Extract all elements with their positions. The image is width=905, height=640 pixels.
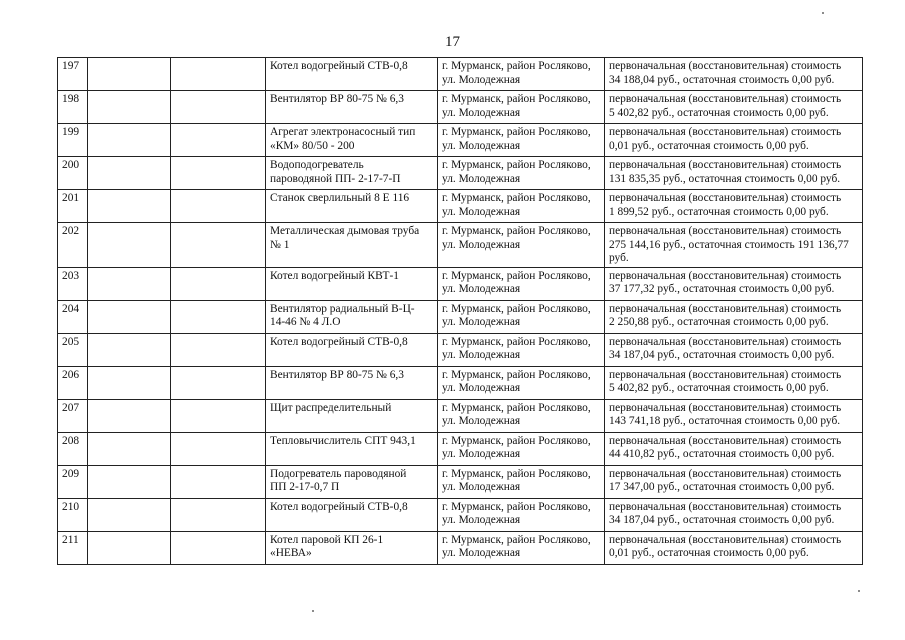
item-name-line: Вентилятор ВР 80-75 № 6,3 — [270, 368, 404, 381]
cost-line: первоначальная (восстановительная) стоимость — [609, 225, 842, 237]
address-line: г. Мурманск, район Росляково, — [442, 159, 591, 171]
row-number: 210 — [62, 500, 80, 513]
cost-line: первоначальная (восстановительная) стоимость — [609, 192, 842, 204]
address-line: ул. Молодежная — [442, 238, 521, 251]
address-cell — [438, 190, 605, 223]
address-line: г. Мурманск, район Росляково, — [442, 500, 591, 513]
row-number-cell — [58, 531, 88, 564]
address-line: г. Мурманск, район Росляково, — [442, 60, 591, 72]
empty-cell — [88, 300, 171, 333]
cost-line: 34 187,04 руб., остаточная стоимость 0,00 руб. — [609, 349, 835, 361]
address-line: г. Мурманск, район Росляково, — [442, 434, 591, 447]
empty-cell — [88, 465, 171, 498]
cost-cell — [605, 366, 863, 399]
address-cell — [438, 300, 605, 333]
row-number: 203 — [62, 269, 80, 282]
cost-line: 37 177,32 руб., остаточная стоимость 0,00 руб. — [609, 283, 835, 295]
address-cell — [438, 223, 605, 268]
row-number: 208 — [62, 434, 80, 447]
row-number: 207 — [62, 401, 80, 414]
empty-cell — [171, 432, 266, 465]
empty-cell — [88, 399, 171, 432]
address-cell — [438, 333, 605, 366]
table-row — [58, 58, 863, 91]
item-name-line: Станок сверлильный 8 Е 116 — [270, 192, 410, 204]
scan-speck — [858, 590, 860, 592]
cost-line: 275 144,16 руб., остаточная стоимость 191 136,77 — [609, 238, 849, 251]
table-row — [58, 531, 863, 564]
address-line: г. Мурманск, район Росляково, — [442, 93, 591, 105]
row-number-cell — [58, 300, 88, 333]
address-line: ул. Молодежная — [442, 106, 521, 119]
item-name-line: «НЕВА» — [270, 547, 312, 559]
row-number: 204 — [62, 302, 80, 315]
address-line: г. Мурманск, район Росляково, — [442, 335, 591, 348]
row-number-cell — [58, 91, 88, 124]
cost-line: первоначальная (восстановительная) стоимость — [609, 93, 842, 105]
item-name-cell — [266, 432, 438, 465]
empty-cell — [88, 190, 171, 223]
cost-cell — [605, 333, 863, 366]
table-row — [58, 157, 863, 190]
address-line: г. Мурманск, район Росляково, — [442, 302, 591, 315]
item-name-line: Подогреватель пароводяной — [270, 467, 407, 480]
address-line: г. Мурманск, район Росляково, — [442, 126, 591, 138]
scan-speck — [312, 610, 314, 612]
table-body — [58, 58, 863, 565]
empty-cell — [88, 124, 171, 157]
property-table — [57, 57, 863, 565]
item-name-line: Котел водогрейный СТВ-0,8 — [270, 335, 408, 348]
address-line: г. Мурманск, район Росляково, — [442, 192, 591, 204]
scan-speck — [822, 12, 824, 14]
cost-line: 0,01 руб., остаточная стоимость 0,00 руб. — [609, 139, 809, 152]
empty-cell — [171, 267, 266, 300]
row-number-cell — [58, 58, 88, 91]
row-number-cell — [58, 333, 88, 366]
address-line: г. Мурманск, район Росляково, — [442, 401, 591, 414]
row-number: 209 — [62, 467, 80, 480]
cost-cell — [605, 223, 863, 268]
empty-cell — [171, 157, 266, 190]
cost-line: первоначальная (восстановительная) стоимость — [609, 269, 842, 282]
cost-cell — [605, 267, 863, 300]
empty-cell — [88, 157, 171, 190]
item-name-line: «КМ» 80/50 - 200 — [270, 139, 355, 152]
address-cell — [438, 498, 605, 531]
cost-cell — [605, 300, 863, 333]
item-name-line: Агрегат электронасосный тип — [270, 126, 416, 138]
empty-cell — [171, 223, 266, 268]
row-number: 201 — [62, 192, 80, 204]
item-name-line: Щит распределительный — [270, 401, 392, 414]
item-name-cell — [266, 58, 438, 91]
empty-cell — [88, 223, 171, 268]
cost-line: 5 402,82 руб., остаточная стоимость 0,00 руб. — [609, 106, 829, 119]
item-name-line: Металлическая дымовая труба — [270, 225, 420, 237]
item-name-cell — [266, 267, 438, 300]
cost-line: 131 835,35 руб., остаточная стоимость 0,00 руб. — [609, 172, 841, 185]
cost-cell — [605, 58, 863, 91]
cost-line: руб. — [609, 252, 629, 264]
table-row — [58, 300, 863, 333]
empty-cell — [88, 267, 171, 300]
empty-cell — [171, 399, 266, 432]
cost-line: первоначальная (восстановительная) стоимость — [609, 60, 842, 72]
address-line: ул. Молодежная — [442, 139, 521, 152]
item-name-line: Тепловычислитель СПТ 943,1 — [270, 434, 416, 447]
cost-cell — [605, 190, 863, 223]
address-line: ул. Молодежная — [442, 205, 521, 218]
empty-cell — [88, 432, 171, 465]
address-line: ул. Молодежная — [442, 73, 521, 86]
address-cell — [438, 366, 605, 399]
item-name-cell — [266, 531, 438, 564]
item-name-line: ПП 2-17-0,7 П — [270, 481, 340, 493]
row-number-cell — [58, 498, 88, 531]
cost-line: первоначальная (восстановительная) стоимость — [609, 302, 842, 315]
item-name-cell — [266, 91, 438, 124]
address-cell — [438, 465, 605, 498]
item-name-line: 14-46 № 4 Л.О — [270, 316, 341, 328]
address-line: ул. Молодежная — [442, 415, 521, 427]
row-number-cell — [58, 465, 88, 498]
address-line: г. Мурманск, район Росляково, — [442, 368, 591, 381]
row-number: 198 — [62, 93, 80, 105]
cost-cell — [605, 432, 863, 465]
cost-line: первоначальная (восстановительная) стоимость — [609, 126, 842, 138]
address-line: ул. Молодежная — [442, 448, 521, 460]
table-row — [58, 465, 863, 498]
empty-cell — [171, 124, 266, 157]
table-row — [58, 190, 863, 223]
empty-cell — [171, 190, 266, 223]
address-cell — [438, 432, 605, 465]
cost-line: 5 402,82 руб., остаточная стоимость 0,00 руб. — [609, 382, 829, 394]
item-name-line: Вентилятор радиальный В-Ц- — [270, 302, 415, 315]
item-name-cell — [266, 124, 438, 157]
page-number: 17 — [445, 34, 460, 50]
cost-line: первоначальная (восстановительная) стоимость — [609, 335, 842, 348]
empty-cell — [171, 465, 266, 498]
empty-cell — [88, 498, 171, 531]
address-line: ул. Молодежная — [442, 283, 521, 295]
address-cell — [438, 399, 605, 432]
row-number-cell — [58, 366, 88, 399]
address-line: г. Мурманск, район Росляково, — [442, 467, 591, 480]
empty-cell — [88, 91, 171, 124]
cost-line: первоначальная (восстановительная) стоимость — [609, 434, 842, 447]
address-cell — [438, 157, 605, 190]
address-cell — [438, 267, 605, 300]
table-row — [58, 498, 863, 531]
empty-cell — [88, 58, 171, 91]
empty-cell — [171, 498, 266, 531]
item-name-line: Котел водогрейный КВТ-1 — [270, 269, 400, 282]
empty-cell — [171, 366, 266, 399]
cost-line: 143 741,18 руб., остаточная стоимость 0,00 руб. — [609, 415, 841, 427]
row-number-cell — [58, 190, 88, 223]
address-line: ул. Молодежная — [442, 172, 521, 185]
item-name-cell — [266, 190, 438, 223]
item-name-cell — [266, 333, 438, 366]
cost-line: 0,01 руб., остаточная стоимость 0,00 руб. — [609, 547, 809, 559]
row-number-cell — [58, 124, 88, 157]
cost-line: первоначальная (восстановительная) стоимость — [609, 368, 842, 381]
cost-line: 17 347,00 руб., остаточная стоимость 0,00 руб. — [609, 481, 835, 493]
item-name-line: № 1 — [270, 238, 290, 251]
row-number: 197 — [62, 60, 80, 72]
address-line: ул. Молодежная — [442, 514, 521, 526]
address-line: ул. Молодежная — [442, 316, 521, 328]
table-row — [58, 124, 863, 157]
row-number: 206 — [62, 368, 80, 381]
item-name-cell — [266, 465, 438, 498]
item-name-line: Котел водогрейный СТВ-0,8 — [270, 500, 408, 513]
row-number: 200 — [62, 159, 80, 171]
table-row — [58, 366, 863, 399]
row-number-cell — [58, 157, 88, 190]
item-name-cell — [266, 157, 438, 190]
table-row — [58, 399, 863, 432]
cost-cell — [605, 465, 863, 498]
cost-line: первоначальная (восстановительная) стоимость — [609, 467, 842, 480]
empty-cell — [171, 333, 266, 366]
table-row — [58, 267, 863, 300]
address-line: ул. Молодежная — [442, 547, 521, 559]
cost-cell — [605, 124, 863, 157]
address-line: ул. Молодежная — [442, 349, 521, 361]
address-line: г. Мурманск, район Росляково, — [442, 533, 591, 546]
table-row — [58, 91, 863, 124]
item-name-cell — [266, 366, 438, 399]
row-number: 205 — [62, 335, 80, 348]
cost-line: первоначальная (восстановительная) стоимость — [609, 401, 842, 414]
row-number-cell — [58, 432, 88, 465]
item-name-line: Котел водогрейный СТВ-0,8 — [270, 60, 408, 72]
row-number-cell — [58, 267, 88, 300]
item-name-line: пароводяной ПП- 2-17-7-П — [270, 172, 401, 185]
row-number: 211 — [62, 533, 79, 546]
cost-cell — [605, 157, 863, 190]
cost-cell — [605, 531, 863, 564]
item-name-cell — [266, 300, 438, 333]
item-name-line: Вентилятор ВР 80-75 № 6,3 — [270, 93, 404, 105]
cost-line: первоначальная (восстановительная) стоимость — [609, 500, 842, 513]
cost-cell — [605, 91, 863, 124]
address-line: ул. Молодежная — [442, 382, 521, 394]
address-line: ул. Молодежная — [442, 481, 521, 493]
row-number: 202 — [62, 225, 80, 237]
cost-line: 44 410,82 руб., остаточная стоимость 0,00 руб. — [609, 448, 835, 460]
cost-line: первоначальная (восстановительная) стоимость — [609, 159, 842, 171]
empty-cell — [171, 300, 266, 333]
address-cell — [438, 58, 605, 91]
cost-cell — [605, 498, 863, 531]
address-cell — [438, 531, 605, 564]
item-name-line: Водоподогреватель — [270, 159, 364, 171]
row-number-cell — [58, 399, 88, 432]
item-name-cell — [266, 498, 438, 531]
table-row — [58, 432, 863, 465]
row-number: 199 — [62, 126, 80, 138]
cost-line: 2 250,88 руб., остаточная стоимость 0,00 руб. — [609, 316, 829, 328]
empty-cell — [171, 91, 266, 124]
table-row — [58, 333, 863, 366]
item-name-cell — [266, 399, 438, 432]
address-cell — [438, 91, 605, 124]
empty-cell — [88, 531, 171, 564]
item-name-cell — [266, 223, 438, 268]
address-line: г. Мурманск, район Росляково, — [442, 225, 591, 237]
item-name-line: Котел паровой КП 26-1 — [270, 533, 384, 546]
cost-line: 34 188,04 руб., остаточная стоимость 0,00 руб. — [609, 73, 835, 86]
empty-cell — [171, 58, 266, 91]
cost-cell — [605, 399, 863, 432]
cost-line: первоначальная (восстановительная) стоимость — [609, 533, 842, 546]
cost-line: 34 187,04 руб., остаточная стоимость 0,00 руб. — [609, 514, 835, 526]
row-number-cell — [58, 223, 88, 268]
address-cell — [438, 124, 605, 157]
address-line: г. Мурманск, район Росляково, — [442, 269, 591, 282]
empty-cell — [171, 531, 266, 564]
cost-line: 1 899,52 руб., остаточная стоимость 0,00 руб. — [609, 205, 829, 218]
table-row — [58, 223, 863, 268]
empty-cell — [88, 366, 171, 399]
empty-cell — [88, 333, 171, 366]
